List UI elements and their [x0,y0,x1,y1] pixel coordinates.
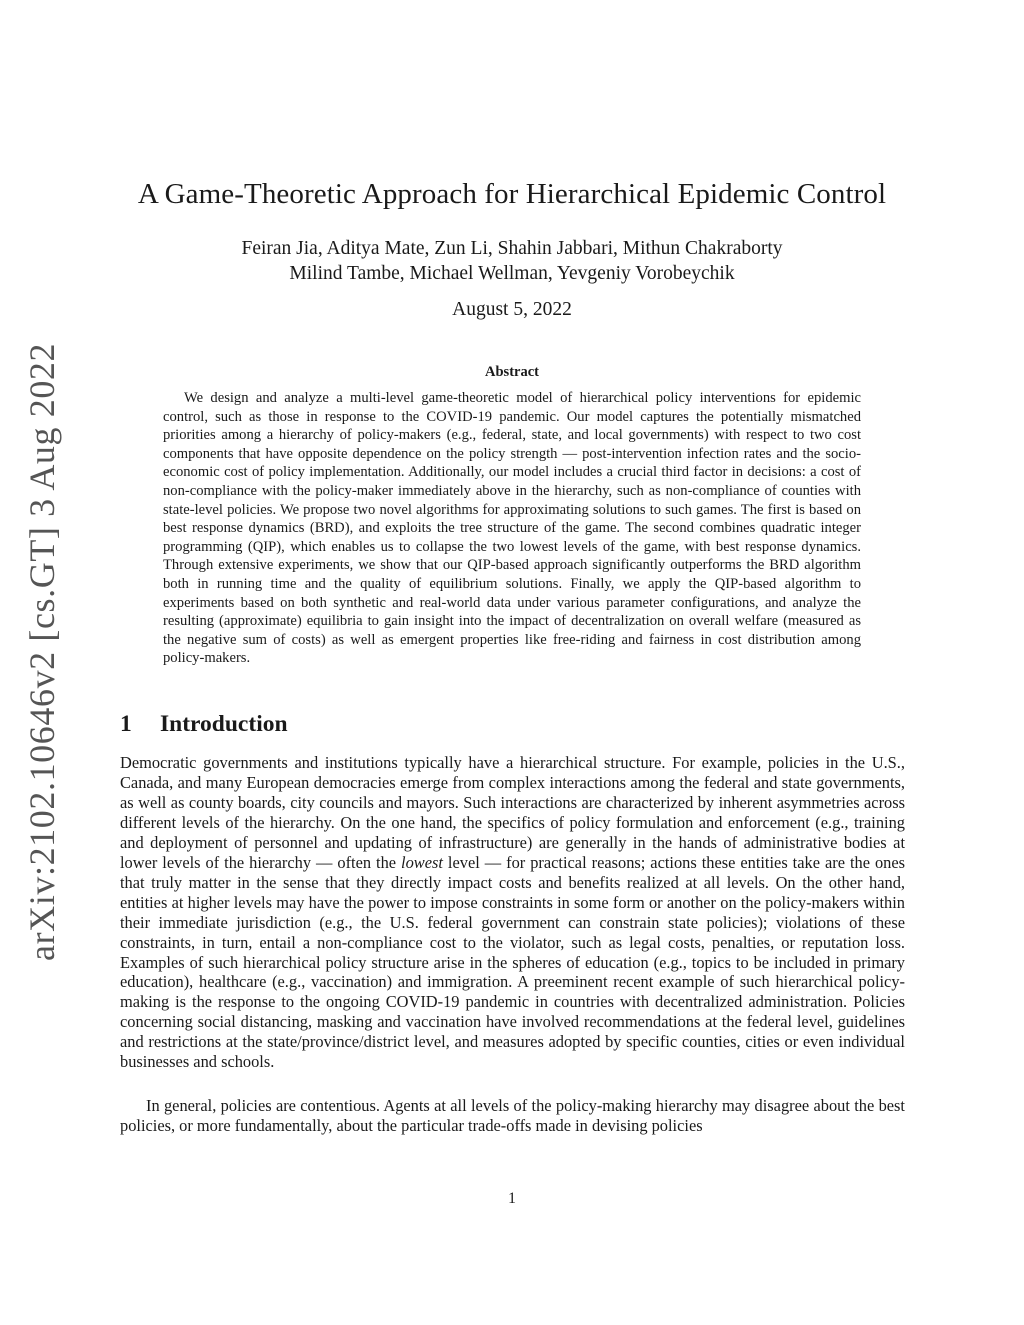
page-number: 1 [508,1190,516,1207]
author-list [100,236,924,286]
section-number: 1 [120,711,132,737]
introduction-paragraph-1 [120,753,905,1072]
paragraph-text: Democratic governments and institutions typically have a hierarchical structure. For example, policies in the U.S., Canada, and many European democracies emerge from complex interactions among the federal and state governments, as well as county boards, city councils and mayors. Such interactions are characterized by inherent asymmetries across different levels of the hierarchy. On the one hand, the specifics of policy formulation and enforcement (e.g., training and deployment of personnel and updating of infrastructure) are generally in the hands of administrative bodies at lower levels of the hierarchy — often the [120,753,905,872]
abstract-heading: Abstract [485,364,539,380]
author-line-1: Feiran Jia, Aditya Mate, Zun Li, Shahin Jabbari, Mithun Chakraborty [241,238,783,259]
section-heading-introduction [120,711,904,738]
section-title: Introduction [160,711,288,737]
publication-date: August 5, 2022 [452,299,572,320]
author-line-2: Milind Tambe, Michael Wellman, Yevgeniy Vorobeychik [289,263,735,284]
abstract-text: We design and analyze a multi-level game-theoretic model of hierarchical policy interventions for epidemic control, such as those in response to the COVID-19 pandemic. Our model captures the potentially mismatched priorities among a hierarchy of policy-makers (e.g., federal, state, and local governments) with respect to two cost components that have opposite dependence on the policy strength — post-intervention infection rates and the socio-economic cost of policy implementation. Additionally, our model includes a crucial third factor in decisions: a cost of non-compliance with the policy-maker immediately above in the hierarchy, such as non-compliance of counties with state-level policies. We propose two novel algorithms for approximating solutions to such games. The first is based on best response dynamics (BRD), and exploits the tree structure of the game. The second combines quadratic integer programming (QIP), which enables us to collapse the two lowest levels of the game, with best response dynamics. Through extensive experiments, we show that our QIP-based approach significantly outperforms the BRD algorithm both in running time and the quality of equilibrium solutions. Finally, we apply the QIP-based algorithm to experiments based on both synthetic and real-world data under various parameter configurations, and analyze the resulting (approximate) equilibria to gain insight into the impact of decentralization on overall welfare (measured as the negative sum of costs) as well as emergent properties like free-riding and fairness in cost distribution among policy-makers. [163,390,861,667]
emphasized-word: lowest [401,852,443,872]
paragraph-text: level — for practical reasons; actions these entities take are the ones that truly matter in the sense that they directly impact costs and benefits realized at all levels. On the other hand, entities at higher levels may have the power to impose constraints in some form or another on the policy-makers within their immediate jurisdiction (e.g., the U.S. federal government can constrain state policies); violations of these constraints, in turn, entail a non-compliance cost to the violator, such as legal costs, penalties, or reputation loss. Examples of such hierarchical policy structure arise in the spheres of education (e.g., topics to be included in primary education), healthcare (e.g., vaccination) and immigration. A preeminent recent example of such hierarchical policy-making is the response to the ongoing COVID-19 pandemic in countries with decentralized administration. Policies concerning social distancing, masking and vaccination have involved recommendations at the federal level, guidelines and restrictions at the state/province/district level, and measures adopted by specific counties, cities or even individual businesses and schools. [120,852,905,1072]
arxiv-identifier: arXiv:2102.10646v2 [cs.GT] 3 Aug 2022 [22,342,62,962]
paper-title: A Game-Theoretic Approach for Hierarchical Epidemic Control [137,178,887,210]
introduction-paragraph-2: In general, policies are contentious. Agents at all levels of the policy-making hierarchy may disagree about the best policies, or more fundamentally, about the particular trade-offs made in devising policies [120,1096,905,1135]
